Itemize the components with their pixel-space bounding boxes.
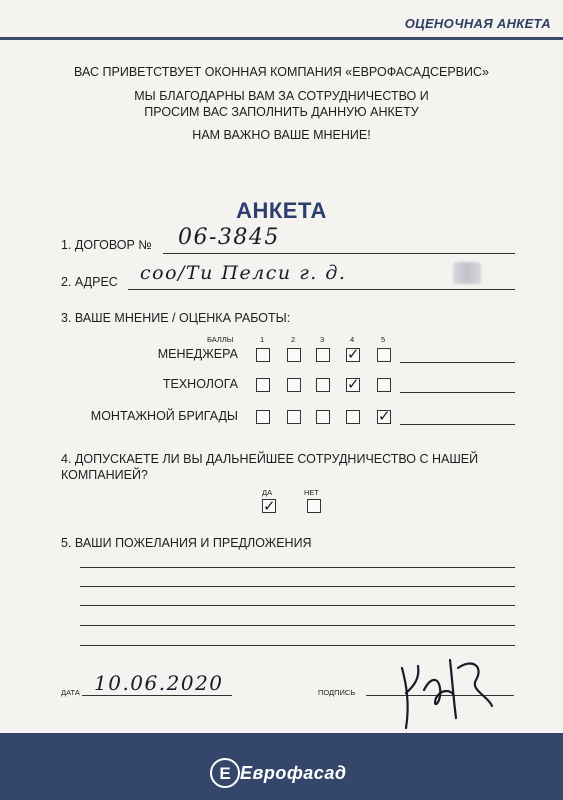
rating-checkbox[interactable] <box>287 410 301 424</box>
scale-number: 1 <box>260 335 265 344</box>
redacted-blur <box>453 262 481 284</box>
address-field[interactable]: соо/Ти Пелси г. д. <box>140 262 347 284</box>
suggestions-label: 5. ВАШИ ПОЖЕЛАНИЯ И ПРЕДЛОЖЕНИЯ <box>61 536 312 550</box>
yes-label: ДА <box>262 488 273 497</box>
rating-check-mark: ✓ <box>347 375 360 393</box>
header-divider <box>0 37 563 40</box>
rating-checkbox[interactable] <box>316 378 330 392</box>
rating-checkbox[interactable] <box>377 348 391 362</box>
scale-number: 5 <box>381 335 386 344</box>
rating-checkbox[interactable] <box>346 410 360 424</box>
yes-check-mark: ✓ <box>263 497 276 515</box>
suggestion-line[interactable] <box>80 586 515 587</box>
rating-checkbox[interactable] <box>346 345 360 363</box>
logo-emblem-icon <box>208 756 242 790</box>
cooperation-question-line1: 4. ДОПУСКАЕТЕ ЛИ ВЫ ДАЛЬНЕЙШЕЕ СОТРУДНИЧЕСТВО С НАШЕЙ <box>61 452 479 466</box>
address-line <box>128 289 515 290</box>
address-label: 2. АДРЕС <box>61 275 118 289</box>
logo-letter: Е <box>219 764 231 783</box>
rating-comment-line <box>400 424 515 425</box>
intro-thanks: МЫ БЛАГОДАРНЫ ВАМ ЗА СОТРУДНИЧЕСТВО И <box>134 89 429 103</box>
rating-checkbox[interactable] <box>316 348 330 362</box>
contract-label: 1. ДОГОВОР № <box>61 238 152 252</box>
intro-importance: НАМ ВАЖНО ВАШЕ МНЕНИЕ! <box>192 128 371 142</box>
rating-checkbox[interactable] <box>346 375 360 393</box>
scale-number: 2 <box>291 335 296 344</box>
rating-checkbox[interactable] <box>287 378 301 392</box>
rating-checkbox[interactable] <box>256 378 270 392</box>
contract-number-field[interactable]: 06-3845 <box>178 225 280 250</box>
rating-row-label: МЕНЕДЖЕРА <box>157 347 238 361</box>
rating-row-label: МОНТАЖНОЙ БРИГАДЫ <box>90 409 238 423</box>
company-logo <box>208 756 346 790</box>
date-line <box>82 695 232 696</box>
suggestion-line[interactable] <box>80 625 515 626</box>
rating-checkbox[interactable] <box>256 410 270 424</box>
suggestion-line[interactable] <box>80 567 515 568</box>
date-field[interactable]: 10.06.2020 <box>94 671 224 695</box>
rating-check-mark: ✓ <box>347 345 360 363</box>
rating-checkbox[interactable] <box>377 378 391 392</box>
rating-checkbox[interactable] <box>377 407 391 425</box>
yes-checkbox[interactable] <box>262 499 276 513</box>
rating-comment-line <box>400 362 515 363</box>
scale-label: БАЛЛЫ <box>207 335 234 344</box>
logo-text: Еврофасад <box>240 762 347 783</box>
rating-checkbox[interactable] <box>316 410 330 424</box>
no-checkbox[interactable] <box>307 499 321 513</box>
rating-checkbox[interactable] <box>256 348 270 362</box>
suggestion-line[interactable] <box>80 645 515 646</box>
rating-checkbox[interactable] <box>287 348 301 362</box>
rating-question-label: 3. ВАШЕ МНЕНИЕ / ОЦЕНКА РАБОТЫ: <box>61 311 291 325</box>
contract-line <box>163 253 515 254</box>
document-header-title: ОЦЕНОЧНАЯ АНКЕТА <box>404 16 551 31</box>
rating-check-mark: ✓ <box>378 407 391 425</box>
scale-number: 4 <box>350 335 355 344</box>
intro-request: ПРОСИМ ВАС ЗАПОЛНИТЬ ДАННУЮ АНКЕТУ <box>144 105 419 119</box>
intro-greeting: ВАС ПРИВЕТСТВУЕТ ОКОННАЯ КОМПАНИЯ «ЕВРОФАСАДСЕРВИС» <box>74 65 489 79</box>
suggestion-line[interactable] <box>80 605 515 606</box>
rating-row-label: ТЕХНОЛОГА <box>162 377 238 391</box>
cooperation-question-line2: КОМПАНИЕЙ? <box>61 468 148 482</box>
signature-label: ПОДПИСЬ <box>318 688 356 697</box>
form-title: АНКЕТА <box>236 198 327 223</box>
rating-comment-line <box>400 392 515 393</box>
scale-number: 3 <box>320 335 325 344</box>
handwritten-signature <box>392 648 502 738</box>
no-label: НЕТ <box>304 488 319 497</box>
date-label: ДАТА <box>61 688 80 697</box>
